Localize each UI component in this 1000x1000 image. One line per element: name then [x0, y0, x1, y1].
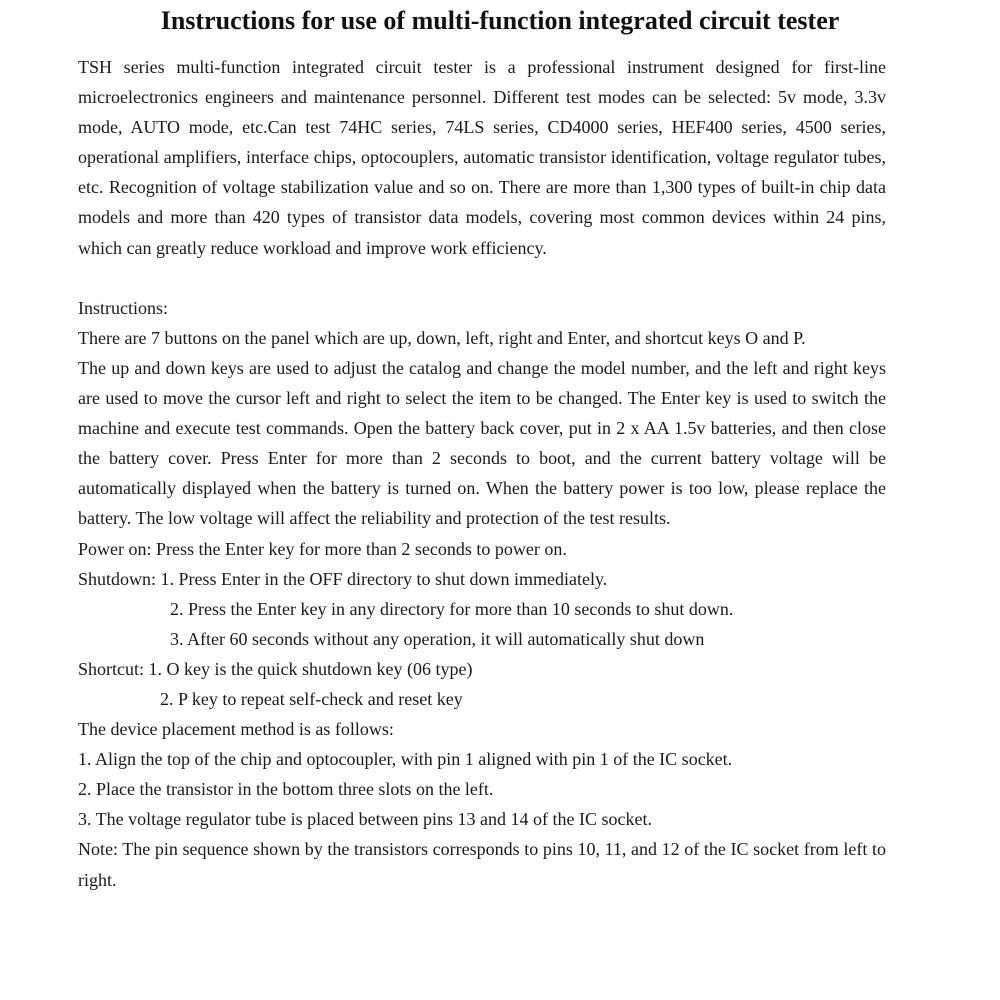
- keys-paragraph: The up and down keys are used to adjust the catalog and change the model number, and the left and right keys are used to move the cursor left and right to select the item to be changed. The Enter key is used to switch the machine and execute test commands. Open the battery back cover, put in 2 x AA 1.5v batteries, and then close the battery cover. Press Enter for more than 2 seconds to boot, and the current battery voltage will be automatically displayed when the battery is turned on. When the battery power is too low, please replace the battery. The low voltage will affect the reliability and protection of the test results.: [78, 357, 886, 529]
- power-on-line: Power on: Press the Enter key for more than 2 seconds to power on.: [78, 538, 567, 559]
- placement-note: Note: The pin sequence shown by the transistors corresponds to pins 10, 11, and 12 of the IC socket from left to right.: [78, 839, 886, 890]
- placement-step-2: 2. Place the transistor in the bottom three slots on the left.: [78, 779, 494, 800]
- shortcut-line-2: 2. P key to repeat self-check and reset key: [160, 688, 463, 709]
- placement-heading: The device placement method is as follows:: [78, 719, 394, 740]
- placement-step-1: 1. Align the top of the chip and optocoupler, with pin 1 aligned with pin 1 of the IC socket.: [78, 749, 733, 770]
- document-body: [78, 52, 886, 895]
- buttons-paragraph: There are 7 buttons on the panel which are up, down, left, right and Enter, and shortcut keys O and P.: [78, 327, 806, 348]
- shutdown-line-2: 2. Press the Enter key in any directory for more than 10 seconds to shut down.: [170, 598, 734, 619]
- instructions-heading: Instructions:: [78, 297, 168, 318]
- paragraph-spacer: [78, 263, 886, 293]
- document-title: Instructions for use of multi-function integrated circuit tester: [160, 6, 840, 35]
- shortcut-line-1: Shortcut: 1. O key is the quick shutdown key (06 type): [78, 658, 473, 679]
- intro-paragraph: TSH series multi-function integrated circuit tester is a professional instrument designed for first-line microelectronics engineers and maintenance personnel. Different test modes can be selected: 5v mode, 3.3v mode, AUTO mode, etc.Can test 74HC series, 74LS series, CD4000 series, HEF400 series, 4500 series, operational amplifiers, interface chips, optocouplers, automatic transistor identification, voltage regulator tubes, etc. Recognition of voltage stabilization value and so on. There are more than 1,300 types of built-in chip data models and more than 420 types of transistor data models, covering most common devices within 24 pins, which can greatly reduce workload and improve work efficiency.: [78, 57, 886, 258]
- placement-step-3: 3. The voltage regulator tube is placed between pins 13 and 14 of the IC socket.: [78, 809, 653, 830]
- shutdown-line-1: Shutdown: 1. Press Enter in the OFF directory to shut down immediately.: [78, 568, 608, 589]
- shutdown-line-3: 3. After 60 seconds without any operation, it will automatically shut down: [170, 628, 705, 649]
